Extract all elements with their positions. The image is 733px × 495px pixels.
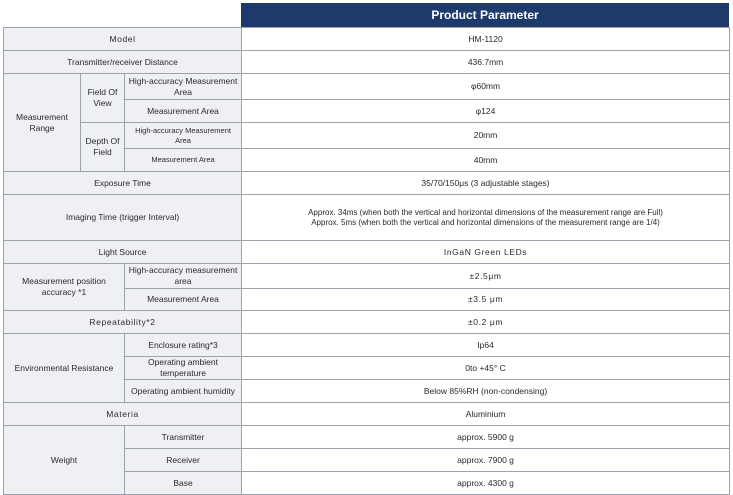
imaging-time-line-2: Approx. 5ms (when both the vertical and horizontal dimensions of the measurement range are 1/4) <box>311 217 660 227</box>
fov-high-accuracy-value: φ60mm <box>242 74 730 100</box>
position-accuracy-label: Measurement position accuracy *1 <box>4 264 125 311</box>
base-label: Base <box>125 472 242 495</box>
repeatability-value: ±0.2 μm <box>242 311 730 334</box>
pa-high-accuracy-value: ±2.5μm <box>242 264 730 289</box>
exposure-time-label: Exposure Time <box>4 172 242 195</box>
header-row <box>3 3 729 27</box>
table-row <box>4 28 730 51</box>
distance-label: Transmitter/receiver Distance <box>4 51 242 74</box>
table-row <box>4 264 730 289</box>
humidity-label: Operating ambient humidity <box>125 380 242 403</box>
temperature-value: 0to +45° C <box>242 357 730 380</box>
transmitter-value: approx. 5900 g <box>242 426 730 449</box>
distance-value: 436.7mm <box>242 51 730 74</box>
repeatability-label: Repeatability*2 <box>4 311 242 334</box>
spec-sheet <box>3 3 729 495</box>
table-row <box>4 311 730 334</box>
base-value: approx. 4300 g <box>242 472 730 495</box>
spec-table <box>3 27 730 495</box>
measurement-range-label: Measurement Range <box>4 74 81 172</box>
temperature-label: Operating ambient temperature <box>125 357 242 380</box>
transmitter-label: Transmitter <box>125 426 242 449</box>
dof-measurement-area-label: Measurement Area <box>125 149 242 172</box>
fov-high-accuracy-label: High-accuracy Measurement Area <box>125 74 242 100</box>
depth-of-field-label: Depth Of Field <box>81 123 125 172</box>
table-row <box>4 74 730 100</box>
material-label: Materia <box>4 403 242 426</box>
pa-measurement-area-value: ±3.5 μm <box>242 289 730 311</box>
enclosure-label: Enclosure rating*3 <box>125 334 242 357</box>
receiver-value: approx. 7900 g <box>242 449 730 472</box>
model-label: Model <box>4 28 242 51</box>
table-row <box>4 426 730 449</box>
light-source-value: InGaN Green LEDs <box>242 241 730 264</box>
material-value: Aluminium <box>242 403 730 426</box>
table-row <box>4 172 730 195</box>
table-title: Product Parameter <box>241 3 729 27</box>
enclosure-value: Ip64 <box>242 334 730 357</box>
dof-measurement-area-value: 40mm <box>242 149 730 172</box>
imaging-time-value <box>242 195 730 241</box>
light-source-label: Light Source <box>4 241 242 264</box>
dof-high-accuracy-value: 20mm <box>242 123 730 149</box>
fov-measurement-area-label: Measurement Area <box>125 100 242 123</box>
environmental-label: Environmental Resistance <box>4 334 125 403</box>
pa-high-accuracy-label: High-accuracy measurement area <box>125 264 242 289</box>
table-row <box>4 334 730 357</box>
table-row <box>4 241 730 264</box>
pa-measurement-area-label: Measurement Area <box>125 289 242 311</box>
exposure-time-value: 35/70/150μs (3 adjustable stages) <box>242 172 730 195</box>
receiver-label: Receiver <box>125 449 242 472</box>
weight-label: Weight <box>4 426 125 495</box>
table-row <box>4 403 730 426</box>
imaging-time-line-1: Approx. 34ms (when both the vertical and horizontal dimensions of the measurement range are Full) <box>308 207 663 217</box>
fov-measurement-area-value: φ124 <box>242 100 730 123</box>
imaging-time-label: Imaging Time (trigger Interval) <box>4 195 242 241</box>
humidity-value: Below 85%RH (non-condensing) <box>242 380 730 403</box>
dof-high-accuracy-label: High-accuracy Measurement Area <box>125 123 242 149</box>
table-row <box>4 51 730 74</box>
header-spacer <box>3 3 241 27</box>
model-value: HM-1120 <box>242 28 730 51</box>
table-row <box>4 123 730 149</box>
field-of-view-label: Field Of View <box>81 74 125 123</box>
table-row <box>4 195 730 241</box>
